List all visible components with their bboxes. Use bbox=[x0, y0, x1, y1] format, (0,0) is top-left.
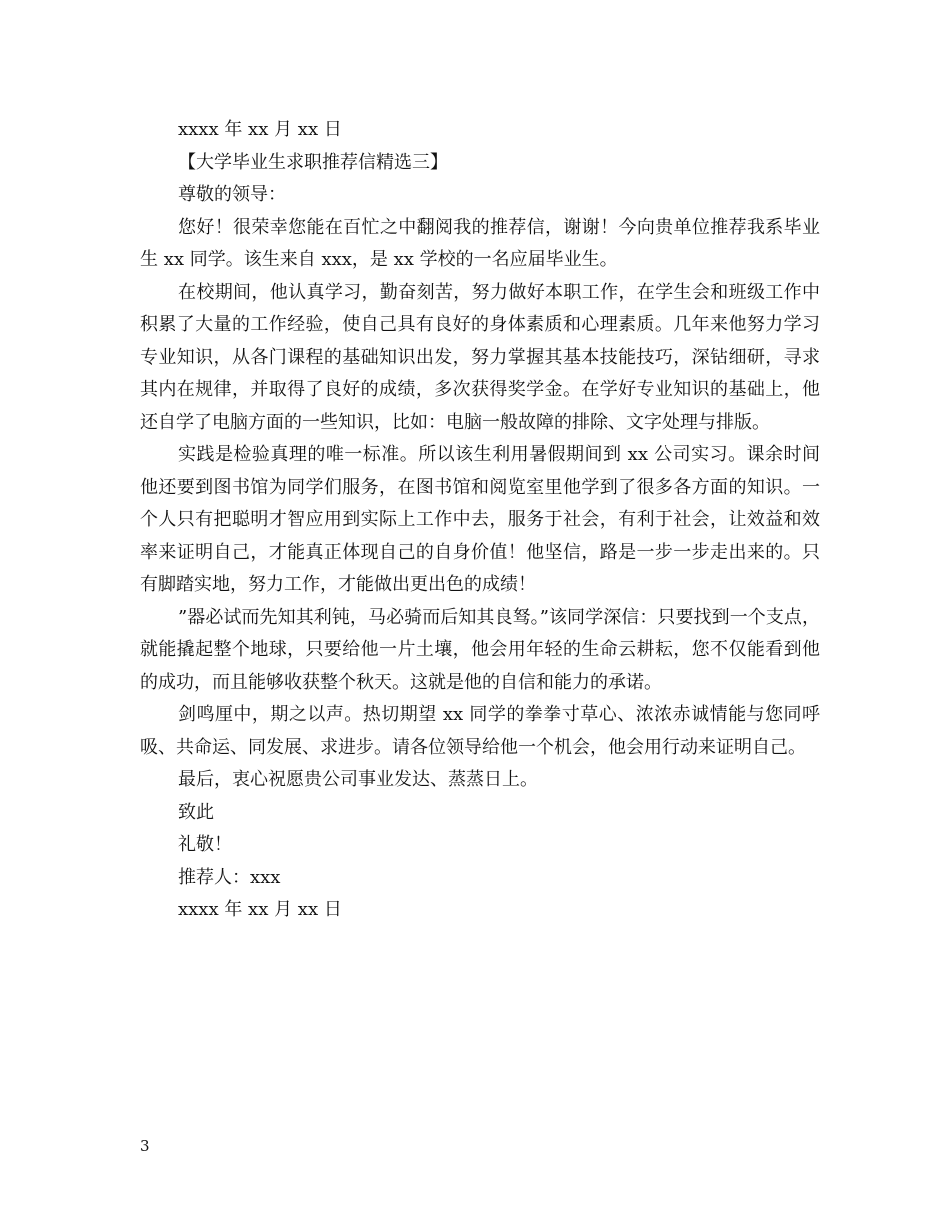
page-number: 3 bbox=[140, 1137, 150, 1155]
date-bottom: xxxx 年 xx 月 xx 日 bbox=[178, 899, 342, 920]
letter-body bbox=[140, 114, 820, 927]
closing: 致此 bbox=[178, 801, 214, 823]
regards: 礼敬！ bbox=[178, 834, 232, 855]
paragraph-practice: 实践是检验真理的唯一标准。所以该生利用暑假期间到 xx 公司实习。课余时间他还要到图书馆为同学们服务，在图书馆和阅览室里他学到了很多各方面的知识。一个人只有把聪明才智应用到实际上工作中去，服务于社会，有利于社会，让效益和效率来证明自己，才能真正体现自己的自身价值！他坚信，路是一步一步走出来的。只有脚踏实地，努力工作，才能做出更出色的成绩！ bbox=[140, 444, 820, 595]
date-top: xxxx 年 xx 月 xx 日 bbox=[178, 119, 342, 140]
paragraph-greeting: 您好！很荣幸您能在百忙之中翻阅我的推荐信，谢谢！今向贵单位推荐我系毕业生 xx 同学。该生来自 xxx，是 xx 学校的一名应届毕业生。 bbox=[140, 216, 820, 270]
paragraph-school: 在校期间，他认真学习，勤奋刻苦，努力做好本职工作，在学生会和班级工作中积累了大量的工作经验，使自己具有良好的身体素质和心理素质。几年来他努力学习专业知识，从各门课程的基础知识出发，努力掌握其基本技能技巧，深钻细研，寻求其内在规律，并取得了良好的成绩，多次获得奖学金。在学好专业知识的基础上，他还自学了电脑方面的一些知识，比如：电脑一般故障的排除、文字处理与排版。 bbox=[140, 281, 820, 433]
recommender: 推荐人：xxx bbox=[178, 866, 281, 888]
paragraph-hope: 剑鸣厘中，期之以声。热切期望 xx 同学的拳拳寸草心、浓浓赤诚情能与您同呼吸、共命运、同发展、求进步。请各位领导给他一个机会，他会用行动来证明自己。 bbox=[140, 704, 820, 758]
paragraph-wishes: 最后，衷心祝愿贵公司事业发达、蒸蒸日上。 bbox=[178, 769, 538, 790]
paragraph-quote: ”器必试而先知其利钝，马必骑而后知其良驽。”该同学深信：只要找到一个支点，就能撬起整个地球，只要给他一片土壤，他会用年轻的生命云耕耘，您不仅能看到他的成功，而且能够收获整个秋天。这就是他的自信和能力的承诺。 bbox=[140, 606, 820, 693]
section-title: 【大学毕业生求职推荐信精选三】 bbox=[178, 151, 448, 173]
salutation: 尊敬的领导： bbox=[178, 184, 286, 205]
